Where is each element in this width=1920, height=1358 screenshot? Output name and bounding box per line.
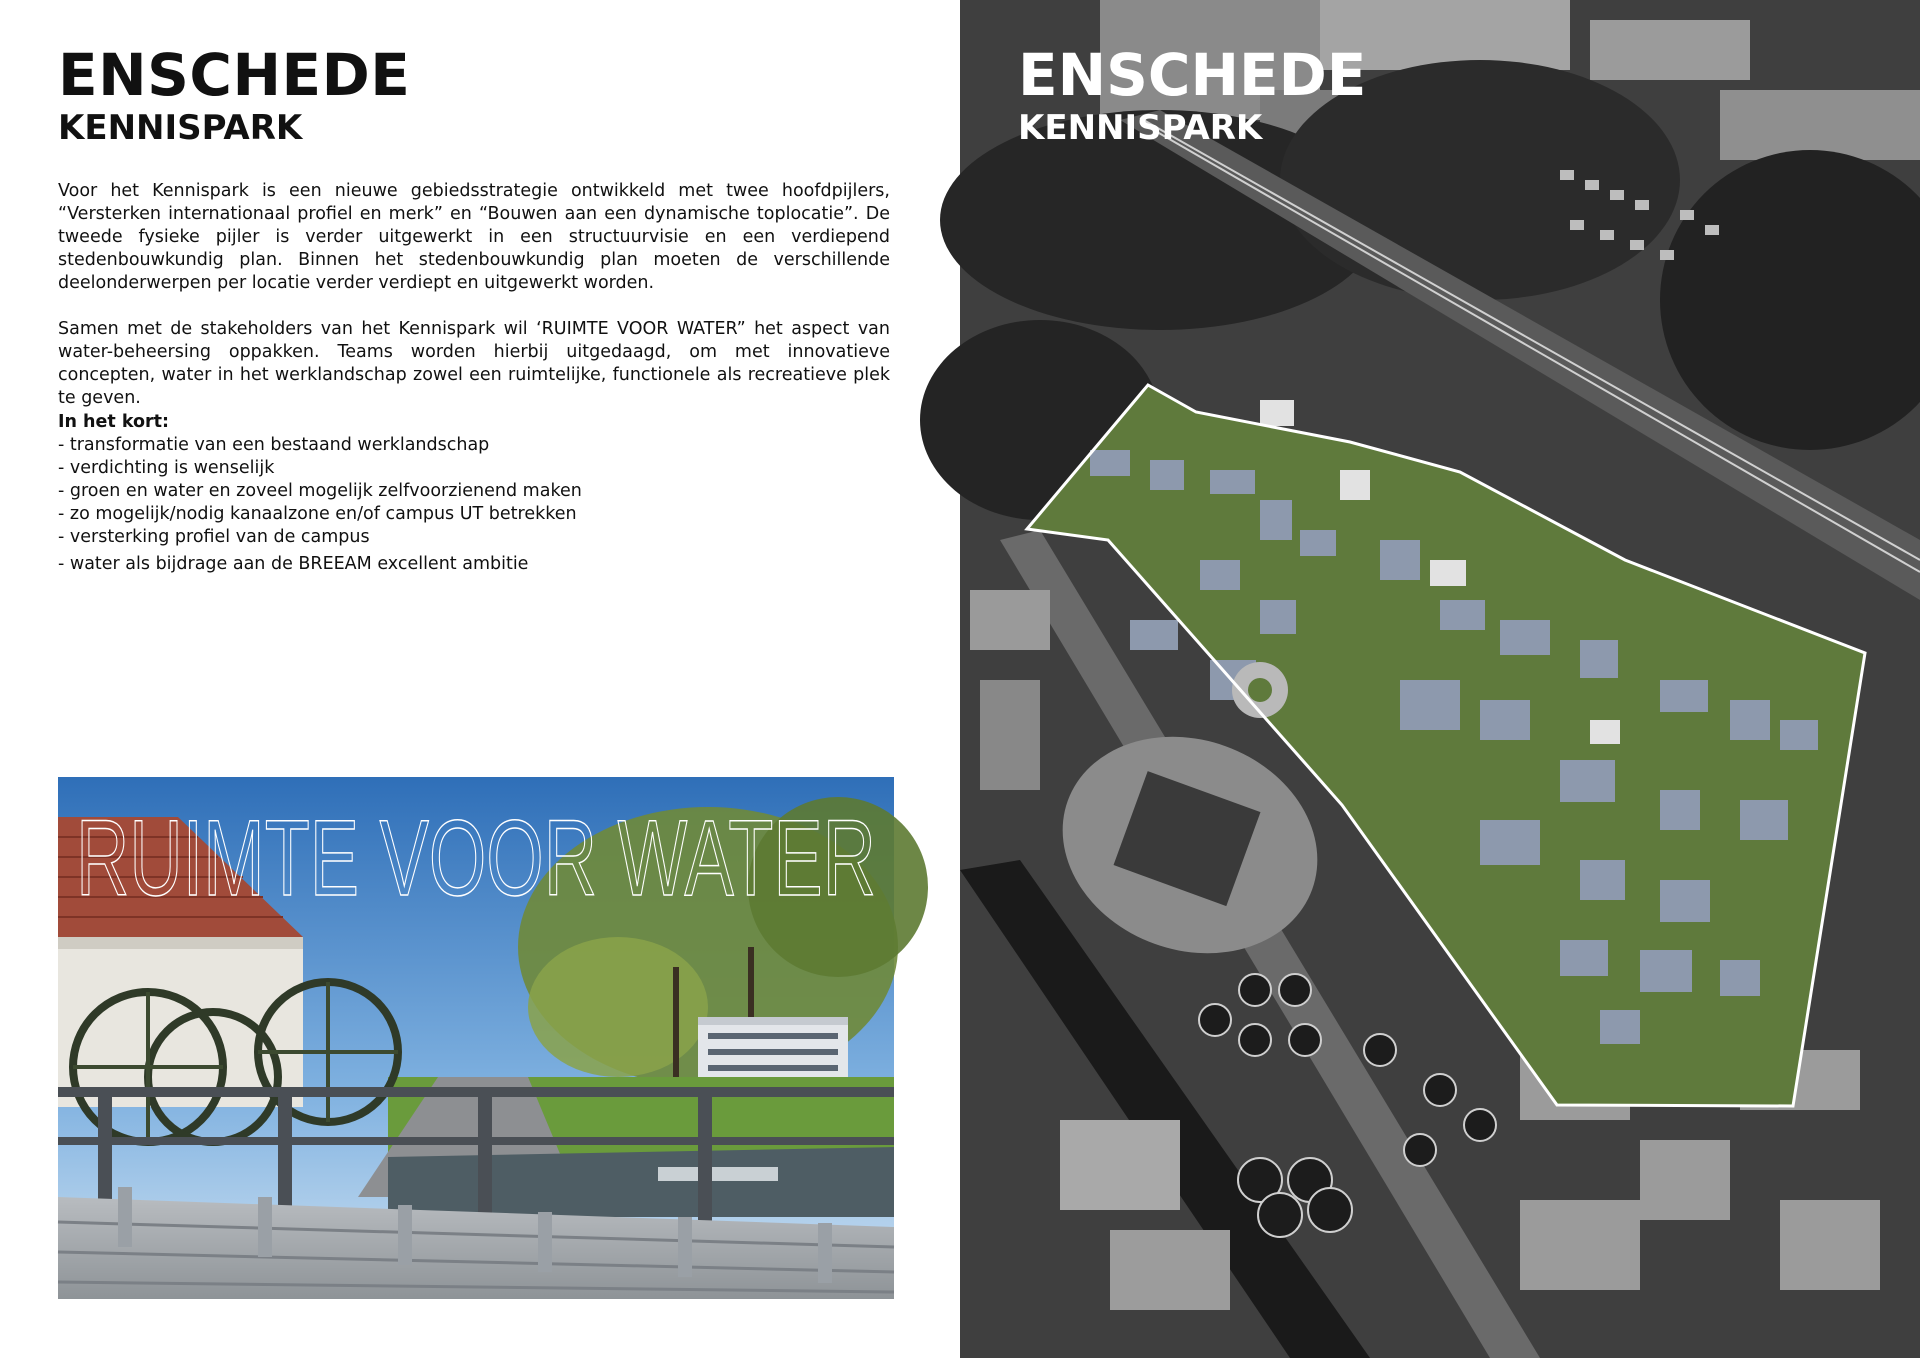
stakeholders-paragraph: Samen met de stakeholders van het Kennispark wil ‘RUIMTE VOOR WATER” het aspect van water-beheersing oppakken. Teams worden hierbij uitgedaagd, om met innovatieve concepten, water in het werklandschap zowel een ruimtelijke, functionele als recreatieve plek te geven.: [58, 319, 890, 408]
map-subtitle: KENNISPARK: [1018, 108, 1263, 148]
list-item: - groen en water en zoveel mogelijk zelfvoorzienend maken: [58, 481, 582, 501]
watermill-photo: [58, 777, 894, 1299]
list-item: - zo mogelijk/nodig kanaalzone en/of campus UT betrekken: [58, 504, 577, 524]
page-subtitle: KENNISPARK: [58, 108, 303, 148]
intro-paragraph: Voor het Kennispark is een nieuwe gebiedsstrategie ontwikkeld met twee hoofdpijlers, “Versterken internationaal profiel en merk” en “Bouwen aan een dynamische toplocatie”. De tweede fysieke pijler is verder uitgewerkt in een structuurvisie en een verdiepend stedenbouwkundig plan. Binnen het stedenbouwkundig plan moeten de verschillende deelonderwerpen per locatie verder verdiept en uitgewerkt worden.: [58, 181, 890, 293]
aerial-map: [960, 0, 1920, 1358]
overlay-text: RUIMTE VOOR WATER: [76, 797, 876, 918]
list-item: - water als bijdrage aan de BREEAM excellent ambitie: [58, 554, 529, 574]
list-item: - transformatie van een bestaand werklandschap: [58, 435, 490, 455]
aerial-image: [960, 0, 1920, 1358]
photo-overlay-title: [58, 777, 894, 1299]
summary-list: [58, 411, 890, 576]
list-item: - versterking profiel van de campus: [58, 527, 370, 547]
list-item: - verdichting is wenselijk: [58, 458, 275, 478]
page-title: ENSCHEDE: [58, 41, 411, 109]
summary-title: In het kort:: [58, 412, 170, 432]
map-title: ENSCHEDE: [1018, 41, 1367, 109]
